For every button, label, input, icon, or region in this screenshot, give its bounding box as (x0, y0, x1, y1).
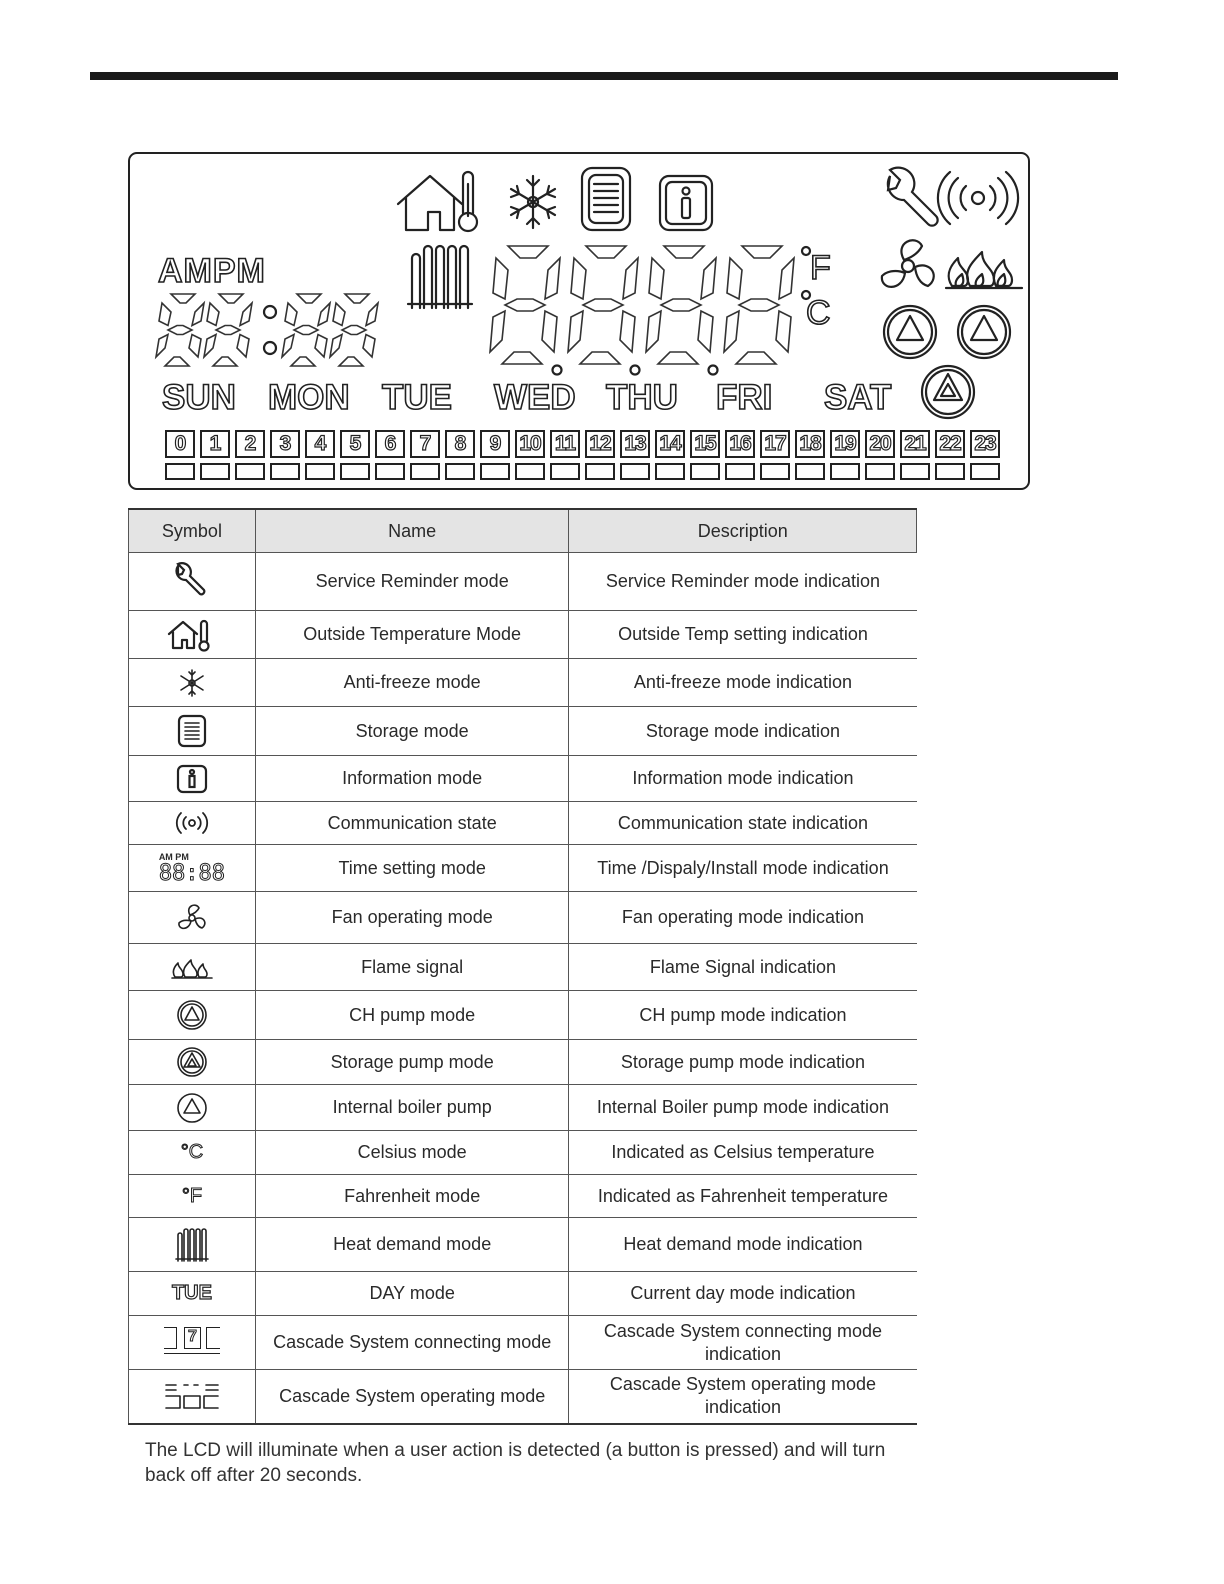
name-cell: Celsius mode (255, 1131, 569, 1175)
hour-bar (725, 463, 755, 480)
symbol-cell (129, 892, 256, 944)
hour-box: 13 (620, 430, 650, 458)
day-label: THU (606, 378, 678, 417)
symbol-cell (129, 611, 256, 659)
lcd-segment (658, 352, 698, 364)
hour-box: 3 (270, 430, 300, 458)
hour-bar (690, 463, 720, 480)
clock-colon-top (264, 306, 276, 318)
description-cell: Time /Dispaly/Install mode indication (569, 845, 917, 892)
lcd-segment (363, 335, 375, 358)
cascade-cell-right (206, 1327, 220, 1349)
day-label: SUN (162, 378, 236, 417)
lcd-segment (342, 326, 366, 335)
table-header-row (129, 509, 917, 553)
seven-segment-digit (156, 294, 204, 366)
description-cell: Internal Boiler pump mode indication (569, 1085, 917, 1131)
name-cell: Information mode (255, 756, 569, 802)
lcd-segment (171, 294, 195, 303)
description-cell: Communication state indication (569, 802, 917, 845)
hour-box: 0 (165, 430, 195, 458)
fahrenheit-icon: °F (181, 1184, 203, 1207)
info-icon (660, 176, 712, 230)
decimal-point (553, 366, 562, 375)
table-row (129, 1085, 917, 1131)
hour-box: 6 (375, 430, 405, 458)
table-row (129, 845, 917, 892)
lcd-segment (168, 326, 192, 335)
table-row (129, 553, 917, 611)
clock-colon-bottom (264, 342, 276, 354)
day-label: MON (268, 378, 350, 417)
table-row (129, 756, 917, 802)
symbol-cell (129, 1370, 256, 1424)
description-cell: Flame Signal indication (569, 944, 917, 991)
hour-bar (165, 463, 195, 480)
table-row (129, 1131, 917, 1175)
lcd-segment (568, 311, 583, 352)
house-thermometer-icon (167, 618, 217, 652)
lcd-segment (297, 294, 321, 303)
seven-segment-digit (330, 294, 378, 366)
lcd-segment (779, 258, 794, 299)
table-row (129, 707, 917, 756)
symbol-cell (129, 802, 256, 845)
table-row (129, 802, 917, 845)
lcd-segment (580, 352, 620, 364)
hour-box: 20 (865, 430, 895, 458)
name-cell: Storage pump mode (255, 1040, 569, 1085)
symbol-cell (129, 707, 256, 756)
hour-box: 14 (655, 430, 685, 458)
name-cell: Fan operating mode (255, 892, 569, 944)
hour-bar (515, 463, 545, 480)
celsius-icon: °C (180, 1141, 204, 1164)
hour-bar (445, 463, 475, 480)
description-cell: Anti-freeze mode indication (569, 659, 917, 707)
description-header: Description (569, 509, 917, 553)
symbol-cell (129, 1175, 256, 1218)
hour-box: 10 (515, 430, 545, 458)
day-labels (160, 378, 930, 422)
lcd-segment (502, 352, 542, 364)
symbol-cell (129, 1131, 256, 1175)
symbol-cell (129, 1316, 256, 1370)
day-label: FRI (716, 378, 773, 417)
hour-box: 1 (200, 430, 230, 458)
cascade-bars (164, 1353, 220, 1360)
wrench-icon (172, 562, 212, 602)
name-cell: Service Reminder mode (255, 553, 569, 611)
hour-bar (270, 463, 300, 480)
name-cell: Flame signal (255, 944, 569, 991)
hour-bar (480, 463, 510, 480)
table-row (129, 991, 917, 1040)
day-label: TUE (382, 378, 452, 417)
table-row (129, 659, 917, 707)
description-cell: Indicated as Fahrenheit temperature (569, 1175, 917, 1218)
hour-bar (235, 463, 265, 480)
description-cell: Heat demand mode indication (569, 1218, 917, 1272)
table-row (129, 1040, 917, 1085)
lcd-segment (339, 357, 363, 366)
lcd-segment (240, 303, 252, 326)
table-row (129, 944, 917, 991)
hour-bar (795, 463, 825, 480)
day-label: SAT (824, 378, 892, 417)
hour-box: 4 (305, 430, 335, 458)
hour-box: 8 (445, 430, 475, 458)
lcd-display-diagram (128, 152, 1030, 490)
name-cell: Heat demand mode (255, 1218, 569, 1272)
hour-bar (655, 463, 685, 480)
lcd-segment (192, 303, 204, 326)
clock-icon-digits: 88:88 (158, 861, 226, 886)
description-cell: Information mode indication (569, 756, 917, 802)
hour-box: 18 (795, 430, 825, 458)
hour-box: 19 (830, 430, 860, 458)
name-cell: Anti-freeze mode (255, 659, 569, 707)
lcd-segment (661, 299, 701, 311)
storage-pump-icon (175, 1045, 209, 1079)
description-cell: Outside Temp setting indication (569, 611, 917, 659)
lcd-segment (219, 294, 243, 303)
fan-icon (882, 240, 934, 287)
fahrenheit-icon-letter: F (189, 1184, 203, 1207)
table-row (129, 1316, 917, 1370)
hour-bar (900, 463, 930, 480)
lcd-segment (583, 299, 623, 311)
description-cell: Service Reminder mode indication (569, 553, 917, 611)
snowflake-icon (176, 667, 208, 699)
signal-icon (938, 172, 1018, 224)
lcd-segment (505, 299, 545, 311)
hour-box: 2 (235, 430, 265, 458)
hour-box: 21 (900, 430, 930, 458)
lcd-segment (165, 357, 189, 366)
storage-tank-icon (177, 714, 207, 748)
hour-bar (200, 463, 230, 480)
storage-tank-icon (582, 168, 630, 230)
symbol-cell (129, 845, 256, 892)
lcd-segment (664, 246, 704, 258)
hour-bar (830, 463, 860, 480)
lcd-segment (291, 357, 315, 366)
hour-box: 15 (690, 430, 720, 458)
lcd-segment (285, 303, 297, 326)
symbol-cell (129, 991, 256, 1040)
hour-box: 16 (725, 430, 755, 458)
lcd-segment (345, 294, 369, 303)
seven-segment-digit (490, 246, 560, 364)
description-cell: Cascade System connecting mode indication (569, 1316, 917, 1370)
description-cell: Indicated as Celsius temperature (569, 1131, 917, 1175)
hour-bar (340, 463, 370, 480)
lcd-segment (727, 258, 742, 299)
flame-icon (171, 953, 213, 981)
clock-icon-ampm: AM PM (158, 852, 189, 862)
lcd-segment (545, 258, 560, 299)
seven-segment-digit (646, 246, 716, 364)
lcd-segment (493, 258, 508, 299)
symbol-cell (129, 756, 256, 802)
day-label: WED (494, 378, 576, 417)
lcd-segment (333, 303, 345, 326)
cascade-connect-icon (164, 1325, 220, 1361)
lcd-segment (736, 352, 776, 364)
decimal-point (631, 366, 640, 375)
name-cell: Cascade System connecting mode (255, 1316, 569, 1370)
lcd-segment (586, 246, 626, 258)
decimal-point (709, 366, 718, 375)
snowflake-icon (511, 176, 555, 228)
name-cell: Time setting mode (255, 845, 569, 892)
lcd-segment (204, 335, 216, 358)
symbol-cell (129, 1218, 256, 1272)
table-row (129, 1175, 917, 1218)
lcd-segment (649, 258, 664, 299)
name-header: Name (255, 509, 569, 553)
seven-segment-digit (204, 294, 252, 366)
name-cell: Internal boiler pump (255, 1085, 569, 1131)
lcd-segment (508, 246, 548, 258)
footer-note: The LCD will illuminate when a user action is detected (a button is pressed) and will turn back off after 20 seconds. (145, 1440, 886, 1486)
seven-segment-digit (724, 246, 794, 364)
symbol-cell (129, 1272, 256, 1316)
symbol-header: Symbol (129, 509, 256, 553)
name-cell: Outside Temperature Mode (255, 611, 569, 659)
radiator-icon (172, 1225, 212, 1265)
table-row (129, 892, 917, 944)
boiler-pump-icon (958, 306, 1010, 358)
lcd-segment (213, 357, 237, 366)
hour-bar (970, 463, 1000, 480)
table-row (129, 611, 917, 659)
info-icon (176, 764, 208, 794)
table-row (129, 1218, 917, 1272)
symbol-cell (129, 1040, 256, 1085)
lcd-segment (490, 311, 505, 352)
wrench-icon (888, 168, 938, 226)
lcd-segment (724, 311, 739, 352)
hour-box: 17 (760, 430, 790, 458)
hour-box: 22 (935, 430, 965, 458)
top-rule (90, 72, 1118, 80)
hour-bar (305, 463, 335, 480)
lcd-segment (318, 303, 330, 326)
lcd-segment (156, 335, 168, 358)
lcd-segment (623, 258, 638, 299)
fahrenheit-indicator: F (810, 249, 831, 287)
cascade-cell-number: 7 (184, 1327, 201, 1349)
hour-box: 11 (550, 430, 580, 458)
symbol-cell (129, 1085, 256, 1131)
lcd-segment (571, 258, 586, 299)
symbol-cell (129, 659, 256, 707)
hour-box: 9 (480, 430, 510, 458)
description-cell: Cascade System operating mode indication (569, 1370, 917, 1424)
description-cell: Storage pump mode indication (569, 1040, 917, 1085)
lcd-segment (216, 326, 240, 335)
clock-digits-icon (159, 851, 225, 885)
description-cell: Fan operating mode indication (569, 892, 917, 944)
description-cell: Storage mode indication (569, 707, 917, 756)
symbol-table (128, 508, 917, 1425)
lcd-segment (776, 311, 791, 352)
hour-bar (375, 463, 405, 480)
lcd-segment (315, 335, 327, 358)
hour-box: 7 (410, 430, 440, 458)
ch-pump-icon (175, 998, 209, 1032)
lcd-segment (698, 311, 713, 352)
name-cell: Fahrenheit mode (255, 1175, 569, 1218)
lcd-segment (294, 326, 318, 335)
name-cell: Storage mode (255, 707, 569, 756)
name-cell: Cascade System operating mode (255, 1370, 569, 1424)
lcd-segment (366, 303, 378, 326)
signal-icon (172, 809, 212, 837)
name-cell: Communication state (255, 802, 569, 845)
name-cell: CH pump mode (255, 991, 569, 1040)
lcd-segment (207, 303, 219, 326)
symbol-cell (129, 553, 256, 611)
radiator-icon (408, 246, 472, 308)
hour-box: 12 (585, 430, 615, 458)
boiler-pump-icon (175, 1091, 209, 1125)
ch-pump-icon (884, 306, 936, 358)
flame-icon (946, 252, 1022, 288)
fan-icon (175, 901, 209, 935)
cascade-cell-left (164, 1327, 177, 1349)
table-row (129, 1272, 917, 1316)
hour-bar (550, 463, 580, 480)
house-thermometer-icon (398, 172, 477, 231)
seven-segment-digit (568, 246, 638, 364)
lcd-segment (159, 303, 171, 326)
description-cell: Current day mode indication (569, 1272, 917, 1316)
lcd-segment (189, 335, 201, 358)
celsius-icon-letter: C (188, 1141, 204, 1164)
hour-bar (760, 463, 790, 480)
hour-box: 23 (970, 430, 1000, 458)
lcd-segment (742, 246, 782, 258)
hour-bar (410, 463, 440, 480)
description-cell: CH pump mode indication (569, 991, 917, 1040)
hour-bar (935, 463, 965, 480)
lcd-segment (620, 311, 635, 352)
seven-segment-digit (282, 294, 330, 366)
table-row (129, 1370, 917, 1424)
hour-bar (865, 463, 895, 480)
cascade-operate-icon (164, 1382, 220, 1410)
fahrenheit-degree-dot (802, 247, 810, 255)
lcd-segment (542, 311, 557, 352)
celsius-indicator: C (806, 294, 831, 332)
symbol-cell (129, 944, 256, 991)
hour-bar (585, 463, 615, 480)
lcd-segment (237, 335, 249, 358)
ampm-indicator: AMPM (158, 252, 266, 290)
lcd-segment (739, 299, 779, 311)
lcd-segment (701, 258, 716, 299)
lcd-segment (646, 311, 661, 352)
hour-bar (620, 463, 650, 480)
lcd-segment (282, 335, 294, 358)
day-icon: TUE (171, 1282, 212, 1305)
name-cell: DAY mode (255, 1272, 569, 1316)
lcd-segment (330, 335, 342, 358)
hour-box: 5 (340, 430, 370, 458)
lcd-icons (130, 154, 1032, 492)
